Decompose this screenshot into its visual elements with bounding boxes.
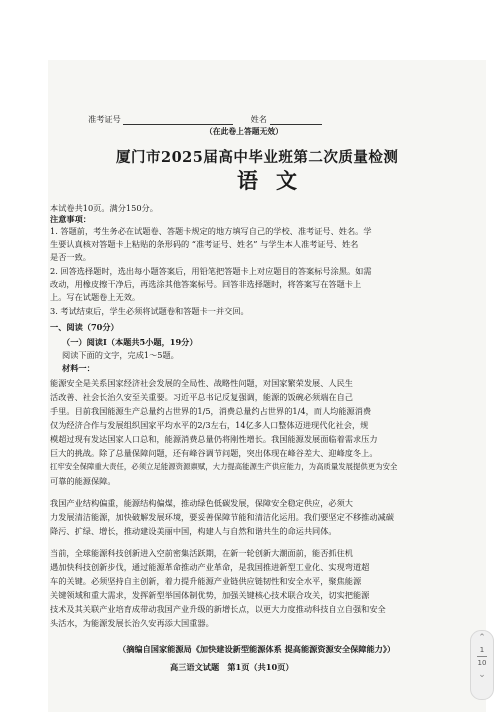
- page-footer: 高三语文试题 第1页（共10页）: [170, 662, 294, 672]
- exam-id-blank: [123, 124, 233, 125]
- current-page-number: 1: [479, 646, 485, 654]
- body-line: 手里。目前我国能源生产总量约占世界的1/5，消费总量约占世界的1/4，而人均能源消费: [50, 406, 372, 416]
- note-line: 2. 回答选择题时，选出每小题答案后，用铅笔把答题卡上对应题目的答案标号涂黑。如需: [50, 266, 372, 276]
- body-line: 巨大的挑战。除了总量保障问题，还有峰谷调节问题，突出体现在峰谷差大、迎峰度冬上。: [50, 448, 378, 458]
- body-line: 仅为经济合作与发展组织国家平均水平的2/3左右，14亿多人口整体迈进现代化社会，规: [50, 420, 369, 430]
- body-line: 能源安全是关系国家经济社会发展的全局性、战略性问题，对国家繁荣发展、人民生: [50, 378, 353, 388]
- body-line: 降污、扩绿、增长，推动建设美丽中国，构建人与自然和谐共生的命运共同体。: [50, 526, 337, 536]
- note-line: 生要认真核对答题卡上粘贴的条形码的 “准考证号、姓名” 与学生本人准考证号、姓名: [50, 239, 359, 249]
- exam-header: [88, 114, 322, 125]
- instruction-text: 阅读下面的文字，完成1～5题。: [62, 350, 179, 360]
- body-line: 可靠的能源保障。: [50, 476, 116, 486]
- exam-id-label: 准考证号: [88, 114, 121, 124]
- total-page-number: 10: [477, 659, 487, 667]
- note-line: 3. 考试结束后，学生必须将试题卷和答题卡一并交回。: [50, 306, 249, 316]
- body-line: 模超过现有发达国家人口总和，能源消费总量仍将刚性增长。我国能源发展面临着需求压力: [50, 434, 378, 444]
- notes-heading: 注意事项：: [50, 214, 91, 224]
- name-blank: [270, 124, 322, 125]
- body-line: 技术及其关联产业培育成带动我国产业升级的新增长点，以更大力度推动科技自立自强和安全: [50, 604, 386, 614]
- page-indicator[interactable]: [470, 630, 494, 700]
- chevron-down-icon[interactable]: ⌄: [478, 670, 486, 680]
- body-line: 扛牢安全保障重大责任，必须立足能源资源禀赋，大力提高能源生产供应能力，为高质量发展提供更为安全: [50, 462, 398, 471]
- exam-title: 厦门市2025届高中毕业班第二次质量检测: [116, 149, 399, 166]
- body-line: 关键领域和重大需求，发挥新型举国体制优势，加强关键核心技术联合攻关，切实把能源: [50, 590, 370, 600]
- name-label: 姓名: [250, 114, 267, 124]
- subsection-heading: （一）阅读Ⅰ（本题共5小题，19分）: [62, 337, 198, 347]
- subject-title: 语文: [237, 168, 315, 193]
- body-line: 当前，全球能源科技创新进入空前密集活跃期，在新一轮创新大潮面前，能否抓住机: [50, 548, 353, 558]
- answer-notice: （在此卷上答题无效）: [205, 127, 283, 136]
- material-label: 材料一：: [62, 363, 95, 373]
- note-line: 1. 答题前，考生务必在试题卷、答题卡规定的地方填写自己的学校、准考证号、姓名。学: [50, 226, 372, 236]
- section-heading: 一、阅读（70分）: [50, 322, 119, 332]
- note-line: 改动，用橡皮擦干净后，再选涂其他答案标号。回答非选择题时，将答案写在答题卡上: [50, 279, 362, 289]
- note-line: 上。写在试题卷上无效。: [50, 292, 141, 302]
- body-line: 车的关键。必须坚持自主创新，着力提升能源产业链供应链韧性和安全水平，聚焦能源: [50, 576, 362, 586]
- chevron-up-icon[interactable]: ⌃: [478, 633, 486, 643]
- body-line: 活改善、社会长治久安至关重要。习近平总书记反复强调，能源的饭碗必须端在自己: [50, 392, 353, 402]
- intro-text: 本试卷共10页。满分150分。: [50, 203, 158, 213]
- body-line: 遇加快科技创新步伐，通过能源革命推动产业革命，是我国推进新型工业化、实现弯道超: [50, 562, 370, 572]
- body-line: 我国产业结构偏重，能源结构偏煤，推动绿色低碳发展，保障安全稳定供应，必须大: [50, 498, 353, 508]
- page-divider: [477, 656, 487, 657]
- source-citation: （摘编自国家能源局《加快建设新型能源体系 提高能源资源安全保障能力》）: [118, 644, 396, 654]
- note-line: 是否一致。: [50, 252, 91, 262]
- body-line: 力发展清洁能源，加快破解发展环境，要妥善保障节能和清洁化运用。我们要坚定不移推动减碳: [50, 512, 394, 522]
- body-line: 头活水，为能源发展长治久安再添大国重器。: [50, 618, 214, 628]
